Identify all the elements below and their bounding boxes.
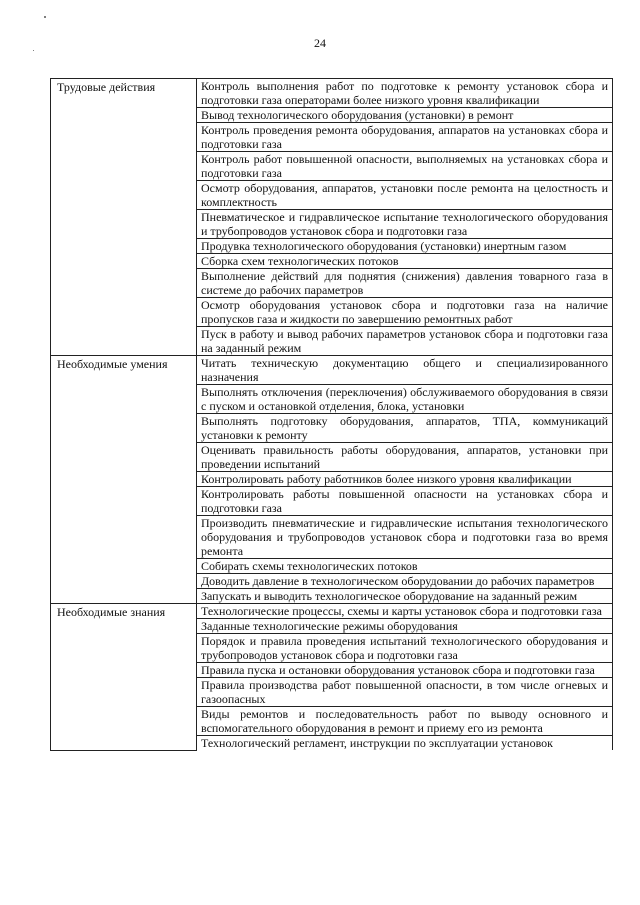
item-cell: Выполнять подготовку оборудования, аппаратов, ТПА, коммуникаций установки к ремонту	[197, 414, 613, 443]
category-cell: Трудовые действия	[51, 79, 197, 356]
item-cell: Пуск в работу и вывод рабочих параметров установок сбора и подготовки газа на заданный режим	[197, 327, 613, 356]
item-cell: Читать техническую документацию общего и специализированного назначения	[197, 356, 613, 385]
item-cell: Контроль выполнения работ по подготовке к ремонту установок сбора и подготовки газа операторами более низкого уровня квалификации	[197, 79, 613, 108]
item-cell: Собирать схемы технологических потоков	[197, 559, 613, 574]
category-cell: Необходимые умения	[51, 356, 197, 604]
item-cell: Осмотр оборудования, аппаратов, установки после ремонта на целостность и комплектность	[197, 181, 613, 210]
table-row	[51, 356, 613, 385]
item-cell: Продувка технологического оборудования (установки) инертным газом	[197, 239, 613, 254]
item-cell: Технологические процессы, схемы и карты установок сбора и подготовки газа	[197, 604, 613, 619]
category-cell: Необходимые знания	[51, 604, 197, 751]
item-cell: Оценивать правильность работы оборудования, аппаратов, установки при проведении испытаний	[197, 443, 613, 472]
item-cell: Виды ремонтов и последовательность работ по выводу основного и вспомогательного оборудования в ремонт и приему его из ремонта	[197, 707, 613, 736]
item-cell: Правила производства работ повышенной опасности, в том числе огневых и газоопасных	[197, 678, 613, 707]
item-cell: Сборка схем технологических потоков	[197, 254, 613, 269]
item-cell: Контролировать работы повышенной опасности на установках сбора и подготовки газа	[197, 487, 613, 516]
table-row	[51, 604, 613, 619]
item-cell: Пневматическое и гидравлическое испытание технологического оборудования и трубопроводов установок сбора и подготовки газа	[197, 210, 613, 239]
item-cell: Контролировать работу работников более низкого уровня квалификации	[197, 472, 613, 487]
item-cell: Доводить давление в технологическом оборудовании до рабочих параметров	[197, 574, 613, 589]
item-cell: Запускать и выводить технологическое оборудование на заданный режим	[197, 589, 613, 604]
page-number: 24	[314, 36, 326, 50]
item-cell: Производить пневматические и гидравлические испытания технологического оборудования и трубопроводов установок сбора и подготовки газа во время ремонта	[197, 516, 613, 559]
item-cell: Заданные технологические режимы оборудования	[197, 619, 613, 634]
item-cell: Правила пуска и остановки оборудования установок сбора и подготовки газа	[197, 663, 613, 678]
item-cell: Выполнение действий для поднятия (снижения) давления товарного газа в системе до рабочих параметров	[197, 269, 613, 298]
item-cell: Порядок и правила проведения испытаний технологического оборудования и трубопроводов установок сбора и подготовки газа	[197, 634, 613, 663]
scan-speck	[44, 16, 46, 18]
functions-table	[50, 78, 613, 751]
item-cell: Вывод технологического оборудования (установки) в ремонт	[197, 108, 613, 123]
item-cell: Выполнять отключения (переключения) обслуживаемого оборудования в связи с пуском и остановкой отделения, блока, установки	[197, 385, 613, 414]
table-row	[51, 79, 613, 108]
item-cell: Технологический регламент, инструкции по эксплуатации установок	[197, 736, 613, 751]
item-cell: Контроль работ повышенной опасности, выполняемых на установках сбора и подготовки газа	[197, 152, 613, 181]
item-cell: Осмотр оборудования установок сбора и подготовки газа на наличие пропусков газа и жидкости по завершению ремонтных работ	[197, 298, 613, 327]
item-cell: Контроль проведения ремонта оборудования, аппаратов на установках сбора и подготовки газа	[197, 123, 613, 152]
